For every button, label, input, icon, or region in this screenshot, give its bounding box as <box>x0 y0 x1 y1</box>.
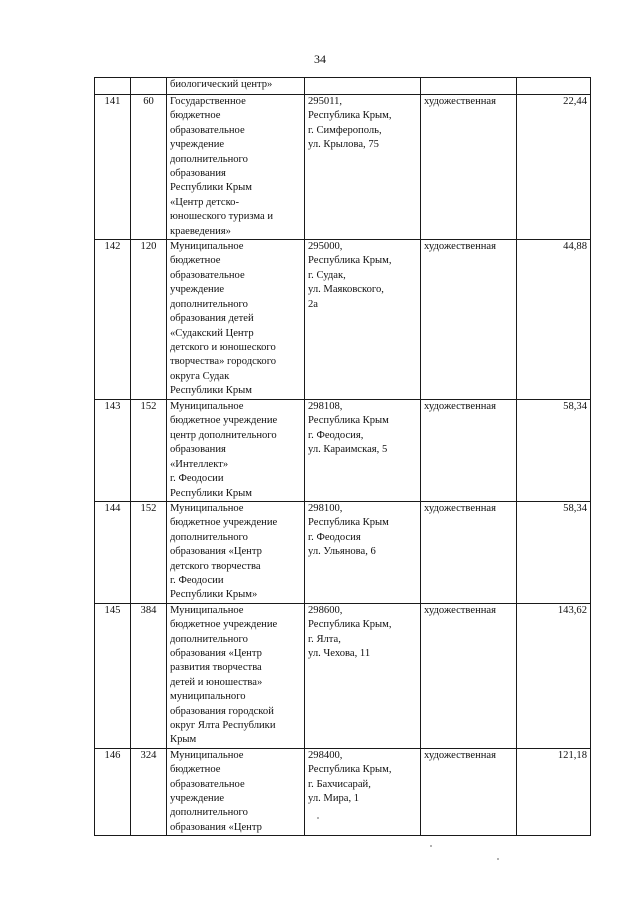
places-cell: 384 <box>131 603 167 748</box>
row-number-cell: 146 <box>95 748 131 835</box>
scan-speck <box>317 817 319 819</box>
address-cell <box>305 78 421 95</box>
institution-name-cell: Муниципальное бюджетное учреждение центр дополнительного образования «Интеллект» г. Феодосии Республики Крым <box>167 400 305 502</box>
direction-cell: художественная <box>421 400 517 502</box>
address-cell: 295000, Республика Крым, г. Судак, ул. Маяковского, 2а <box>305 240 421 400</box>
places-cell: 324 <box>131 748 167 835</box>
places-cell: 60 <box>131 95 167 240</box>
value-cell: 22,44 <box>517 95 591 240</box>
value-cell <box>517 78 591 95</box>
direction-cell <box>421 78 517 95</box>
institution-name-cell: Государственное бюджетное образовательное учреждение дополнительного образования Республики Крым «Центр детско- юношеского туризма и краеведения» <box>167 95 305 240</box>
row-number-cell <box>95 78 131 95</box>
table-row <box>95 240 591 400</box>
table-row <box>95 603 591 748</box>
value-cell: 58,34 <box>517 501 591 603</box>
row-number-cell: 145 <box>95 603 131 748</box>
institution-name-cell: Муниципальное бюджетное образовательное учреждение дополнительного образования детей «Судакский Центр детского и юношеского творчества» городского округа Судак Республики Крым <box>167 240 305 400</box>
places-cell: 152 <box>131 400 167 502</box>
address-cell: 298600, Республика Крым, г. Ялта, ул. Чехова, 11 <box>305 603 421 748</box>
address-cell: 298100, Республика Крым г. Феодосия ул. Ульянова, 6 <box>305 501 421 603</box>
address-cell: 298400, Республика Крым, г. Бахчисарай, ул. Мира, 1 <box>305 748 421 835</box>
direction-cell: художественная <box>421 240 517 400</box>
value-cell: 44,88 <box>517 240 591 400</box>
scan-speck <box>497 858 499 860</box>
table-row <box>95 400 591 502</box>
scan-speck <box>430 845 432 847</box>
row-number-cell: 143 <box>95 400 131 502</box>
value-cell: 58,34 <box>517 400 591 502</box>
direction-cell: художественная <box>421 95 517 240</box>
institutions-table <box>94 77 591 836</box>
page-number: 34 <box>314 52 326 66</box>
direction-cell: художественная <box>421 501 517 603</box>
places-cell: 152 <box>131 501 167 603</box>
row-number-cell: 141 <box>95 95 131 240</box>
places-cell: 120 <box>131 240 167 400</box>
institution-name-cell: биологический центр» <box>167 78 305 95</box>
row-number-cell: 144 <box>95 501 131 603</box>
direction-cell: художественная <box>421 603 517 748</box>
institution-name-cell: Муниципальное бюджетное учреждение дополнительного образования «Центр развития творчества детей и юношества» муниципального образования городской округ Ялта Республики Крым <box>167 603 305 748</box>
table-row <box>95 95 591 240</box>
address-cell: 295011, Республика Крым, г. Симферополь, ул. Крылова, 75 <box>305 95 421 240</box>
institution-name-cell: Муниципальное бюджетное образовательное учреждение дополнительного образования «Центр <box>167 748 305 835</box>
row-number-cell: 142 <box>95 240 131 400</box>
table-row <box>95 748 591 835</box>
value-cell: 121,18 <box>517 748 591 835</box>
table-row-continuation <box>95 78 591 95</box>
address-cell: 298108, Республика Крым г. Феодосия, ул. Караимская, 5 <box>305 400 421 502</box>
direction-cell: художественная <box>421 748 517 835</box>
institution-name-cell: Муниципальное бюджетное учреждение дополнительного образования «Центр детского творчества г. Феодосии Республики Крым» <box>167 501 305 603</box>
places-cell <box>131 78 167 95</box>
value-cell: 143,62 <box>517 603 591 748</box>
table-row <box>95 501 591 603</box>
